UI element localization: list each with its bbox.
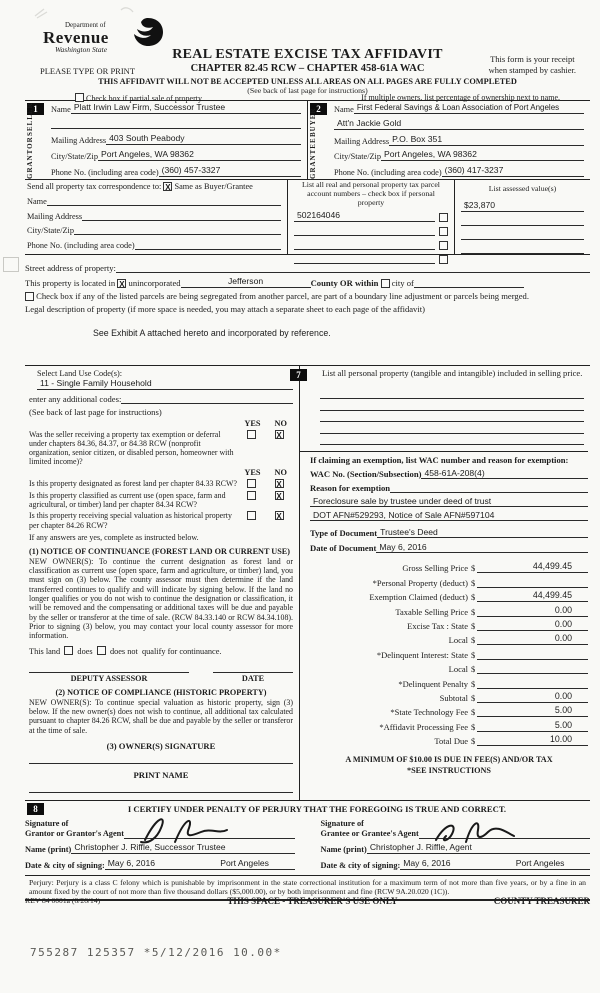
corr-phone-label: Phone No. (including area code)	[27, 241, 135, 250]
segregated-checkbox[interactable]	[25, 292, 34, 301]
corr-name-field[interactable]	[47, 195, 281, 206]
q-forest-text: Is this property designated as forest land per chapter 84.33 RCW?	[29, 479, 237, 489]
grantee-signature-block	[321, 819, 591, 870]
print-name-line[interactable]	[29, 780, 293, 793]
seller-city-field[interactable]: Port Angeles, WA 98362	[98, 149, 301, 161]
section-6-faint-box	[3, 257, 19, 272]
land-use-code-field[interactable]: 11 - Single Family Household	[37, 378, 293, 390]
land-use-column	[25, 366, 300, 800]
seller-block	[25, 101, 307, 179]
corr-city-label: City/State/Zip	[27, 226, 75, 236]
buyer-city-label: City/State/Zip	[334, 152, 382, 162]
parcel-row-3[interactable]	[294, 239, 435, 250]
delinquent-interest-state-field[interactable]	[477, 649, 588, 660]
buyer-phone-label: Phone No. (including area code)	[334, 168, 442, 177]
assessed-row-3[interactable]	[461, 229, 584, 240]
parcel-1-personal-checkbox[interactable]	[439, 213, 448, 222]
personal-property-line-3[interactable]	[320, 411, 584, 423]
q-historic-no-checkbox[interactable]: X	[276, 512, 282, 522]
buyer-name2-field[interactable]: Att'n Jackie Gold	[334, 118, 584, 130]
perjury-note: Perjury: Perjury is a class C felony which is punishable by imprisonment in the state correctional institution for a maximum term of not more than five years, or by a fine in an amount fixed by the court of not more than five thousand dollars ($5,000.00), or by both imprisonment and fine (RCW 9A.20.020 (1C)).	[25, 875, 590, 896]
compliance-title: (2) NOTICE OF COMPLIANCE (HISTORIC PROPERTY)	[55, 687, 267, 697]
reason-label: Reason for exemption	[310, 483, 391, 494]
logo-revenue-text: Revenue	[43, 28, 109, 47]
parcel-row-2[interactable]	[294, 225, 435, 236]
grantor-signature-line[interactable]	[124, 828, 294, 839]
grantee-date-label: Date & city of signing:	[320, 860, 401, 870]
personal-property-line-1[interactable]	[320, 388, 584, 400]
owner-signature-label: (3) OWNER(S) SIGNATURE	[106, 740, 216, 751]
affidavit-processing-fee-field[interactable]: 5.00	[477, 720, 588, 732]
select-land-use-label: Select Land Use Code(s):	[37, 369, 123, 378]
personal-property-line-5[interactable]	[320, 434, 584, 446]
no-header-1: NO	[274, 419, 287, 428]
street-address-label: Street address of property:	[25, 263, 116, 273]
state-technology-fee-field[interactable]: 5.00	[477, 705, 588, 717]
q-forest-no-checkbox[interactable]: X	[276, 480, 282, 490]
total-due-field[interactable]: 10.00	[477, 734, 588, 746]
section-1-number: 1	[27, 103, 44, 115]
cashier-receipt-stamp: 755287 125357 *5/12/2016 10.00*	[30, 946, 282, 959]
section-2-number: 2	[310, 103, 327, 115]
reason-field[interactable]	[390, 482, 588, 493]
certify-section	[25, 800, 590, 897]
parcel-3-personal-checkbox[interactable]	[439, 241, 448, 250]
grantee-city-field[interactable]: Port Angeles	[490, 858, 590, 870]
same-as-buyer-checkbox[interactable]: X	[165, 183, 171, 192]
logo-dept-text: Department of	[65, 21, 106, 29]
gross-selling-price-field[interactable]: 44,499.45	[477, 561, 588, 573]
section-7-number: 7	[290, 369, 307, 381]
buyer-mailing-field[interactable]: P.O. Box 351	[389, 134, 584, 146]
personal-property-line-4[interactable]	[320, 422, 584, 434]
city-of-label: city of	[391, 278, 414, 288]
parcel-numbers-header: List all real and personal property tax parcel account numbers – check box if personal property	[302, 180, 440, 207]
revenue-swirl-icon	[131, 16, 165, 48]
correspondence-section	[25, 180, 590, 255]
legal-description-label: Legal description of property (if more space is needed, you may attach a separate sheet to each page of the affidavit)	[25, 304, 425, 314]
q-exemption-yes-checkbox[interactable]	[247, 430, 256, 439]
divider-line	[25, 899, 590, 901]
buyer-name-label: Name	[334, 105, 354, 114]
grantee-print-label: Name (print)	[320, 844, 367, 854]
segregated-label: Check box if any of the listed parcels are being segregated from another parcel, are part of a boundary line adjustment or parcels being merged.	[36, 291, 529, 301]
no-header-2: NO	[274, 468, 287, 478]
reason-line-1[interactable]: Foreclosure sale by trustee under deed of trust	[310, 496, 588, 507]
q-historic-text: Is this property receiving special valuation as historical property per chapter 84.26 RCW?	[29, 511, 232, 530]
grantor-print-field[interactable]: Christopher J. Riffle, Successor Trustee	[71, 842, 294, 854]
does-not-checkbox[interactable]	[97, 646, 106, 655]
assessed-row-1[interactable]: $23,870	[461, 200, 584, 212]
legal-description-value[interactable]: See Exhibit A attached hereto and incorporated by reference.	[93, 328, 331, 338]
seller-name-label: Name	[51, 105, 71, 114]
assessed-values-header: List assessed value(s)	[488, 184, 557, 193]
send-correspondence-label: Send all property tax correspondence to:	[27, 182, 162, 191]
seller-city-label: City/State/Zip	[51, 152, 99, 161]
grantor-print-label: Name (print)	[25, 844, 72, 854]
unincorporated-checkbox[interactable]: X	[119, 280, 125, 289]
see-back-note: (See back of last page for instructions)	[247, 86, 368, 95]
multiple-owners-note: If multiple owners, list percentage of ownership next to name.	[361, 93, 560, 102]
receipt-note: This form is your receipt when stamped by cashier.	[488, 54, 576, 75]
corr-city-field[interactable]	[74, 224, 281, 235]
main-columns	[25, 365, 590, 800]
parties-section	[25, 100, 590, 180]
buyer-name-field[interactable]: First Federal Savings & Loan Association of Port Angeles	[354, 102, 584, 114]
amounts-table: Gross Selling Price $ 44,499.45 *Personal Property (deduct) $ Exemption Claimed (deduct) $ 44,499.45 Taxable Selling Price $ 0.00 Excise Tax : State $ 0.00 Local $ 0.00 *Delinquent Interest: State $ Local $ *Delinquent Penalty $ Subtotal $ 0.00 *State Technology Fee $ 5.00 *Affidavit Processing Fee $ 5.00 Total Due $ 10.00	[310, 559, 588, 746]
doc-date-field[interactable]: May 6, 2016	[376, 542, 588, 553]
owner-signature-line[interactable]	[29, 751, 293, 764]
personal-property-deduct-field[interactable]	[477, 577, 588, 588]
form-title: REAL ESTATE EXCISE TAX AFFIDAVIT	[172, 47, 443, 62]
q-current-use-no-checkbox[interactable]: X	[276, 492, 282, 502]
seller-grantor-label: GRANTOR SELLER	[26, 102, 34, 179]
treasurer-space-label: THIS SPACE - TREASURER'S USE ONLY	[227, 896, 398, 906]
additional-codes-label: enter any additional codes:	[29, 394, 122, 404]
delinquent-interest-local-field[interactable]	[477, 663, 588, 674]
grantor-city-field[interactable]: Port Angeles	[195, 858, 295, 870]
assessed-row-2[interactable]	[461, 215, 584, 226]
assessed-row-4[interactable]	[461, 243, 584, 254]
buyer-grantee-label: GRANTEE BUYER	[309, 107, 317, 179]
please-type-or-print: PLEASE TYPE OR PRINT	[40, 66, 136, 76]
deputy-assessor-line[interactable]: DEPUTY ASSESSOR	[29, 672, 189, 683]
grantee-date-field[interactable]: May 6, 2016	[400, 858, 490, 870]
yes-header-2: YES	[244, 468, 261, 478]
print-name-label: PRINT NAME	[133, 769, 189, 780]
seller-mailing-label: Mailing Address	[51, 136, 107, 145]
seller-name-field[interactable]: Platt Irwin Law Firm, Successor Trustee	[71, 102, 301, 114]
grantee-signature	[422, 814, 532, 846]
deputy-date-line[interactable]: DATE	[213, 672, 293, 683]
corr-phone-field[interactable]	[135, 239, 281, 250]
buyer-city-field[interactable]: Port Angeles, WA 98362	[381, 149, 584, 161]
form-subtitle: CHAPTER 82.45 RCW – CHAPTER 458-61A WAC	[190, 63, 425, 74]
if-yes-note: If any answers are yes, complete as instructed below.	[29, 532, 199, 542]
seller-name2-field[interactable]	[51, 118, 301, 129]
grantor-date-field[interactable]: May 6, 2016	[105, 858, 195, 870]
minimum-fee-note: A MINIMUM OF $10.00 IS DUE IN FEE(S) AND/OR TAX *SEE INSTRUCTIONS	[345, 755, 553, 775]
does-checkbox[interactable]	[64, 646, 73, 655]
section-8-number: 8	[27, 803, 44, 815]
q-historic-yes-checkbox[interactable]	[247, 511, 256, 520]
city-field[interactable]	[414, 277, 524, 288]
doc-type-field[interactable]: Trustee's Deed	[377, 527, 588, 538]
seller-mailing-field[interactable]: 403 South Peabody	[106, 133, 301, 145]
grantee-sig-label: Signature of Grantee or Grantee's Agent	[320, 819, 419, 838]
qualify-row: This land does does not qualify for continuance.	[29, 646, 222, 656]
excise-tax-local-field[interactable]: 0.00	[477, 633, 588, 645]
continuance-body: NEW OWNER(S): To continue the current designation as forest land or classification as current use (open space, farm and agriculture, or timber) land, you must sign on (3) below. The county assessor must then determine if the land transferred continues to qualify and will indicate by signing below. If the land no longer qualifies or you do not wish to continue the designation or classification, it will be removed and the compensating or additional taxes will be due and payable by the seller or transferor at the time of sale. (RCW 84.33.140 or RCW 84.34.108). Prior to signing (3) below, you may contact your local county assessor for more information.	[29, 556, 293, 641]
compliance-body: NEW OWNER(S): To continue special valuation as historic property, sign (3) below. If the new owner(s) does not wish to continue, all additional tax calculated pursuant to chapter 84.26 RCW, shall be due and payable by the seller or transferor at the time of sale.	[29, 697, 293, 735]
grantee-signature-line[interactable]	[419, 828, 590, 839]
parcel-2-personal-checkbox[interactable]	[439, 227, 448, 236]
additional-codes-field[interactable]	[121, 393, 293, 404]
corr-name-label: Name	[27, 196, 47, 206]
buyer-block	[307, 101, 590, 179]
q-current-use-text: Is this property classified as current use (open space, farm and agricultural, or timber) land per chapter 84.34 RCW?	[29, 491, 226, 510]
rev-number: REV 84 0001a (6/26/14)	[25, 896, 101, 905]
logo-state-text: Washington State	[55, 45, 108, 54]
doc-date-label: Date of Document	[310, 543, 377, 554]
revenue-logo	[43, 22, 109, 54]
unincorporated-label: unincorporated	[128, 278, 181, 288]
exemption-claim-label: If claiming an exemption, list WAC number and reason for exemption:	[310, 455, 569, 466]
warning-line: THIS AFFIDAVIT WILL NOT BE ACCEPTED UNLESS ALL AREAS ON ALL PAGES ARE FULLY COMPLETED	[98, 77, 517, 86]
personal-property-label: List all personal property (tangible and intangible) included in selling price.	[322, 368, 583, 378]
grantee-print-field[interactable]: Christopher J. Riffle, Agent	[367, 842, 590, 854]
wac-field[interactable]: 458-61A-208(4)	[421, 468, 588, 479]
grantor-signature-block	[25, 819, 295, 870]
excise-tax-state-field[interactable]: 0.00	[477, 619, 588, 631]
county-field[interactable]: Jefferson	[181, 276, 311, 288]
q-current-use-yes-checkbox[interactable]	[247, 491, 256, 500]
buyer-phone-field[interactable]: (360) 417-3237	[442, 165, 584, 177]
corr-mailing-label: Mailing Address	[27, 211, 83, 221]
q-forest-yes-checkbox[interactable]	[247, 479, 256, 488]
grantor-signature	[127, 814, 247, 846]
financial-column	[296, 366, 590, 800]
taxable-selling-price-field[interactable]: 0.00	[477, 605, 588, 617]
yes-header-1: YES	[244, 419, 261, 428]
delinquent-penalty-field[interactable]	[477, 678, 588, 689]
buyer-mailing-label: Mailing Address	[334, 136, 390, 146]
subtotal-field[interactable]: 0.00	[477, 691, 588, 703]
grantor-sig-label: Signature of Grantor or Grantor's Agent	[25, 819, 125, 838]
form-header	[25, 0, 590, 103]
county-treasurer-label: COUNTY TREASURER	[493, 896, 590, 906]
q-exemption-no-checkbox[interactable]: X	[276, 431, 282, 440]
county-or-label: County OR within	[310, 278, 379, 288]
personal-property-line-2[interactable]	[320, 399, 584, 411]
see-back-instructions: (See back of last page for instructions)	[29, 407, 162, 417]
q-exemption-text: Was the seller receiving a property tax exemption or deferral under chapters 84.36, 84.37, or 84.38 RCW (nonprofit organization, senior citizen, or disabled person, homeowner with limited income)?	[29, 430, 234, 467]
located-in-label: This property is located in	[25, 278, 116, 288]
exemption-claimed-field[interactable]: 44,499.45	[477, 590, 588, 602]
certify-statement: I CERTIFY UNDER PENALTY OF PERJURY THAT THE FOREGOING IS TRUE AND CORRECT.	[127, 804, 507, 814]
seller-phone-label: Phone No. (including area code)	[51, 168, 159, 177]
grantor-date-label: Date & city of signing:	[25, 860, 105, 870]
partial-sale-label: Check box if partial sale of property	[86, 94, 202, 103]
send-correspondence-row	[27, 182, 281, 191]
location-section	[25, 255, 590, 365]
street-address-field[interactable]	[116, 262, 590, 273]
same-as-buyer-label: Same as Buyer/Grantee	[174, 182, 253, 191]
city-checkbox[interactable]	[381, 279, 390, 288]
wac-label: WAC No. (Section/Subsection)	[310, 469, 422, 480]
seller-phone-field[interactable]: (360) 457-3327	[159, 165, 301, 177]
doc-type-label: Type of Document	[310, 528, 378, 539]
corr-mailing-field[interactable]	[82, 210, 281, 221]
parcel-row-1[interactable]: 502164046	[294, 210, 435, 222]
continuance-title: (1) NOTICE OF CONTINUANCE (FOREST LAND OR CURRENT USE)	[29, 546, 290, 556]
reason-line-2[interactable]: DOT AFN#529293, Notice of Sale AFN#597104	[310, 510, 588, 521]
